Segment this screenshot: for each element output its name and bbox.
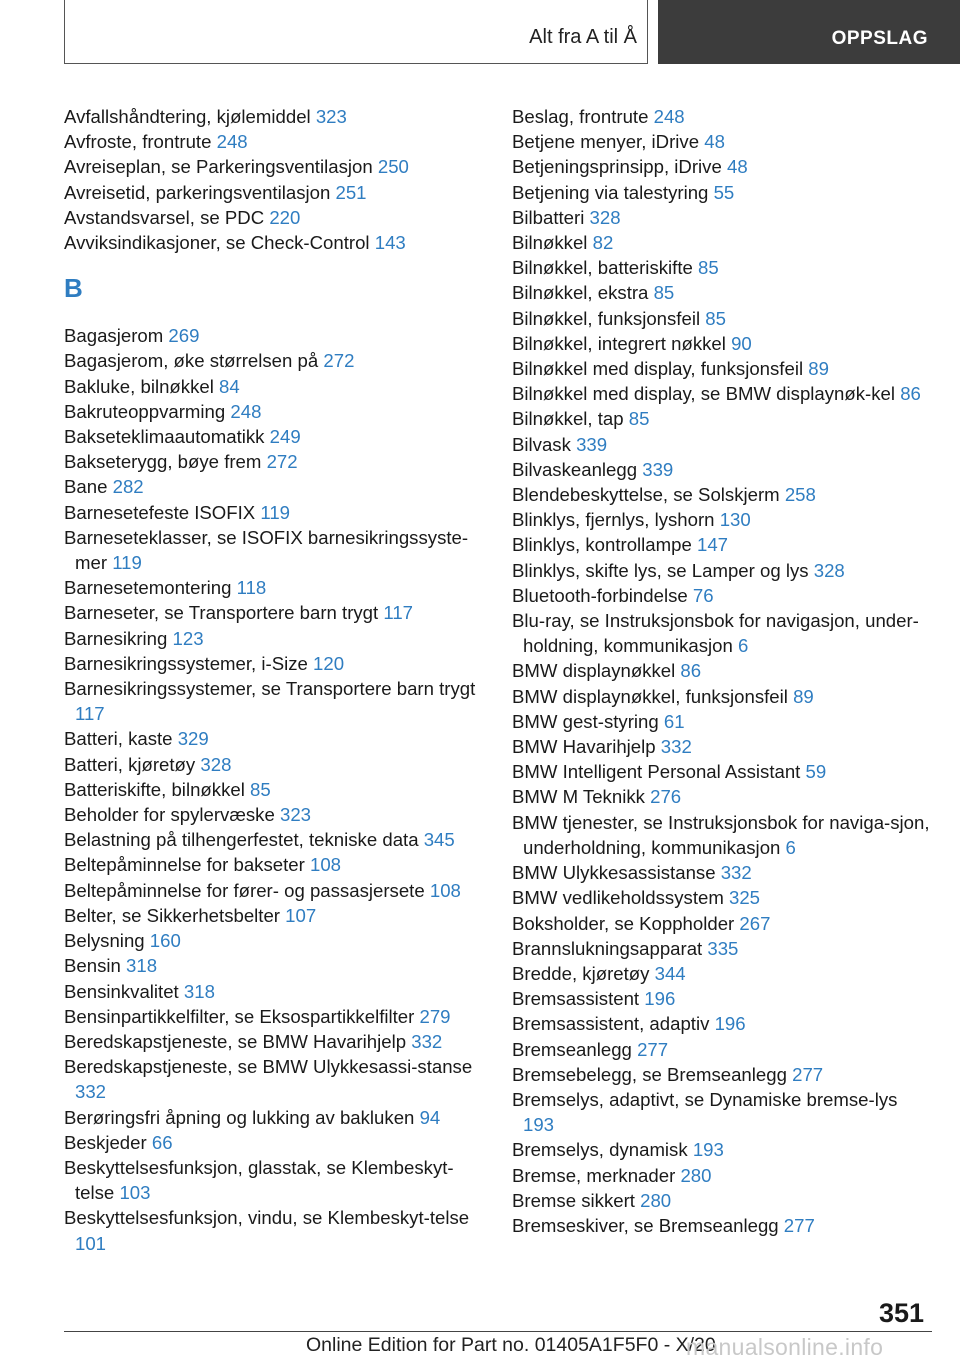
index-entry-text: Bilvaskeanlegg bbox=[512, 458, 638, 480]
index-entry bbox=[64, 474, 484, 499]
index-entry bbox=[64, 651, 484, 676]
index-page-link[interactable]: 117 bbox=[383, 602, 414, 624]
index-entry bbox=[512, 759, 932, 784]
index-entry bbox=[512, 432, 932, 457]
index-page-link[interactable]: 76 bbox=[692, 584, 714, 606]
index-entry bbox=[512, 104, 932, 129]
watermark-logo: manualsonline.info bbox=[686, 1334, 884, 1360]
index-entry bbox=[64, 1105, 484, 1130]
index-entry-text: Bilnøkkel, ekstra bbox=[512, 282, 649, 304]
index-page-link[interactable]: 220 bbox=[269, 206, 301, 228]
index-entry-text: Beskyttelsesfunksjon, vindu, se Klembeskyt‐telse bbox=[64, 1207, 470, 1229]
index-entry bbox=[512, 1213, 932, 1238]
index-entry bbox=[512, 684, 932, 709]
index-page-link[interactable]: 89 bbox=[793, 685, 814, 707]
index-entry-text: Betjene menyer, iDrive bbox=[512, 131, 700, 153]
index-page-link[interactable]: 280 bbox=[640, 1189, 672, 1211]
index-entry-text: Batteri, kaste bbox=[64, 728, 173, 750]
index-page-link[interactable]: 108 bbox=[310, 854, 342, 876]
index-page-link[interactable]: 119 bbox=[112, 552, 142, 574]
index-page-link[interactable]: 339 bbox=[576, 433, 608, 455]
index-entry bbox=[64, 676, 484, 726]
index-entry bbox=[64, 424, 484, 449]
index-entry bbox=[512, 205, 932, 230]
index-entry bbox=[512, 734, 932, 759]
index-entry-text: Bilbatteri bbox=[512, 206, 585, 228]
index-entry-text: Bremse sikkert bbox=[512, 1189, 635, 1211]
index-entry bbox=[64, 600, 484, 625]
index-entry bbox=[64, 575, 484, 600]
index-page-link[interactable]: 272 bbox=[323, 350, 355, 372]
index-page-link[interactable]: 258 bbox=[784, 484, 816, 506]
index-entry-text: BMW Havarihjelp bbox=[512, 736, 656, 758]
index-entry bbox=[64, 323, 484, 348]
index-page-link[interactable]: 323 bbox=[315, 106, 347, 127]
index-entry bbox=[512, 709, 932, 734]
index-entry-text: Betjening via talestyring bbox=[512, 181, 709, 203]
index-entry-text: Bilnøkkel med display, funksjonsfeil bbox=[512, 358, 804, 380]
index-page-link[interactable]: 103 bbox=[119, 1182, 151, 1204]
index-entry bbox=[512, 1188, 932, 1213]
index-entry-text: Bremselys, dynamisk bbox=[512, 1139, 688, 1161]
index-page-link[interactable]: 108 bbox=[429, 879, 461, 901]
index-page-link[interactable]: 85 bbox=[705, 307, 726, 329]
index-entry bbox=[512, 180, 932, 205]
footer-edition: Online Edition for Part no. 01405A1F5F0 - X/20 bbox=[306, 1334, 716, 1356]
index-entry bbox=[64, 1004, 484, 1029]
index-entry bbox=[512, 1062, 932, 1087]
index-page-link[interactable]: 339 bbox=[642, 458, 674, 480]
index-page-link[interactable]: 248 bbox=[216, 131, 248, 153]
index-entry-text: BMW M Teknikk bbox=[512, 786, 645, 808]
index-entry-text: Bilvask bbox=[512, 433, 571, 455]
index-entry bbox=[64, 903, 484, 928]
index-page-link[interactable]: 251 bbox=[335, 181, 367, 203]
index-page-link[interactable]: 329 bbox=[177, 728, 209, 750]
index-page-link[interactable]: 318 bbox=[126, 955, 158, 977]
index-entry-text: Bremseanlegg bbox=[512, 1038, 632, 1060]
index-page-link[interactable]: 117 bbox=[75, 703, 105, 725]
index-entry bbox=[512, 280, 932, 305]
index-entry-text: Bakluke, bilnøkkel bbox=[64, 375, 214, 397]
index-entry-text: Beltepåminnelse for fører- og passasjersete bbox=[64, 879, 425, 901]
index-page-link[interactable]: 147 bbox=[696, 534, 729, 556]
index-page-link[interactable]: 267 bbox=[739, 912, 771, 934]
index-entry bbox=[64, 230, 484, 255]
index-entry-text: Belter, se Sikkerhetsbelter bbox=[64, 904, 280, 926]
index-page-link[interactable]: 248 bbox=[653, 106, 685, 127]
index-entry-text: Bremseskiver, se Bremseanlegg bbox=[512, 1214, 779, 1236]
index-page-link[interactable]: 193 bbox=[523, 1114, 555, 1136]
index-page-link[interactable]: 89 bbox=[808, 358, 829, 380]
index-entry-text: Batteri, kjøretøy bbox=[64, 753, 196, 775]
index-page-link[interactable]: 55 bbox=[713, 181, 735, 203]
index-entry-text: Barneseteklasser, se ISOFIX barnesikringssyste‐mer bbox=[64, 526, 469, 574]
index-page-link[interactable]: 269 bbox=[168, 325, 200, 347]
index-entry-text: Barnesetefeste ISOFIX bbox=[64, 501, 256, 523]
index-entry-text: Barnesikringssystemer, se Transportere barn trygt bbox=[64, 678, 476, 700]
index-page-link[interactable]: 118 bbox=[236, 577, 267, 599]
index-entry-text: Beslag, frontrute bbox=[512, 106, 649, 127]
index-page-link[interactable]: 344 bbox=[654, 962, 686, 984]
index-page-link[interactable]: 277 bbox=[637, 1038, 669, 1060]
index-entry bbox=[64, 928, 484, 953]
header-chapter-tab bbox=[658, 0, 960, 64]
index-entry-text: Bremsassistent bbox=[512, 988, 640, 1010]
index-entry-text: Bakruteoppvarming bbox=[64, 400, 226, 422]
index-entry-text: Belysning bbox=[64, 930, 145, 952]
index-page-link[interactable]: 119 bbox=[260, 501, 291, 523]
index-page-link[interactable]: 196 bbox=[714, 1013, 746, 1035]
index-page-link[interactable]: 107 bbox=[285, 904, 317, 926]
index-page-link[interactable]: 160 bbox=[149, 930, 181, 952]
index-page-link[interactable]: 101 bbox=[75, 1232, 107, 1254]
index-entry bbox=[512, 331, 932, 356]
index-page-link[interactable]: 6 bbox=[785, 836, 796, 858]
index-entry-text: Beltepåminnelse for bakseter bbox=[64, 854, 305, 876]
index-entry bbox=[512, 810, 932, 860]
index-entry-text: BMW gest-styring bbox=[512, 710, 659, 732]
index-entry bbox=[64, 1155, 484, 1205]
index-column-right bbox=[512, 104, 932, 1238]
index-entry bbox=[512, 381, 932, 406]
index-entry bbox=[512, 608, 932, 658]
index-entry bbox=[64, 852, 484, 877]
index-page-link[interactable]: 335 bbox=[707, 937, 739, 959]
index-page-link[interactable]: 85 bbox=[250, 778, 271, 800]
index-entry-text: Barnesikring bbox=[64, 627, 168, 649]
index-entry bbox=[64, 626, 484, 651]
index-page-link[interactable]: 328 bbox=[200, 753, 232, 775]
index-entry bbox=[512, 558, 932, 583]
index-entry-text: Bensinpartikkelfilter, se Eksospartikkelfilter bbox=[64, 1005, 415, 1027]
index-page-link[interactable]: 85 bbox=[653, 282, 675, 304]
index-entry bbox=[64, 878, 484, 903]
index-entry-text: Blinklys, skifte lys, se Lamper og lys bbox=[512, 559, 809, 581]
index-entry bbox=[512, 658, 932, 683]
index-entry bbox=[512, 1037, 932, 1062]
footer-divider bbox=[64, 1331, 932, 1332]
index-page-link[interactable]: 59 bbox=[805, 761, 827, 783]
index-entry bbox=[512, 911, 932, 936]
index-entry-text: Bilnøkkel, integrert nøkkel bbox=[512, 332, 726, 354]
index-entry bbox=[512, 986, 932, 1011]
index-entry-text: Barnesikringssystemer, i-Size bbox=[64, 652, 308, 674]
index-entry bbox=[64, 525, 484, 575]
index-page-link[interactable]: 143 bbox=[374, 232, 406, 254]
index-page-link[interactable]: 328 bbox=[813, 559, 845, 581]
index-entry-text: Brannslukningsapparat bbox=[512, 937, 703, 959]
index-entry-text: Avreiseplan, se Parkeringsventilasjon bbox=[64, 156, 373, 178]
index-page-link[interactable]: 61 bbox=[663, 710, 685, 732]
index-page-link[interactable]: 323 bbox=[280, 804, 312, 826]
index-entry-text: Bilnøkkel med display, se BMW displaynøk‐kel bbox=[512, 383, 896, 405]
index-entry bbox=[64, 374, 484, 399]
index-entry-text: Bilnøkkel bbox=[512, 232, 588, 254]
index-page-link[interactable]: 86 bbox=[900, 383, 921, 405]
index-entry-text: Bagasjerom, øke størrelsen på bbox=[64, 350, 319, 372]
index-entry bbox=[64, 953, 484, 978]
index-entry-text: Boksholder, se Koppholder bbox=[512, 912, 735, 934]
index-entry-text: BMW displaynøkkel, funksjonsfeil bbox=[512, 685, 788, 707]
index-entry-text: Betjeningsprinsipp, iDrive bbox=[512, 156, 722, 178]
index-entry-text: Bakseterygg, bøye frem bbox=[64, 451, 262, 473]
index-entry-text: Bredde, kjøretøy bbox=[512, 962, 650, 984]
index-entry-text: Bensin bbox=[64, 955, 121, 977]
index-page-link[interactable]: 332 bbox=[660, 736, 692, 758]
index-entry-text: BMW vedlikeholdssystem bbox=[512, 887, 724, 909]
index-entry-text: Avreisetid, parkeringsventilasjon bbox=[64, 181, 331, 203]
index-entry-text: Blinklys, kontrollampe bbox=[512, 534, 692, 556]
index-entry-text: Bremsassistent, adaptiv bbox=[512, 1013, 710, 1035]
index-page-link[interactable]: 280 bbox=[680, 1164, 712, 1186]
index-page-link[interactable]: 85 bbox=[698, 257, 719, 279]
index-entry-text: Berøringsfri åpning og lukking av bakluken bbox=[64, 1106, 415, 1128]
index-entry bbox=[512, 936, 932, 961]
index-entry-text: Beredskapstjeneste, se BMW Havarihjelp bbox=[64, 1030, 407, 1052]
index-page-link[interactable]: 249 bbox=[269, 426, 301, 448]
index-page-link[interactable]: 332 bbox=[720, 862, 752, 884]
index-entry-text: Barnesetemontering bbox=[64, 577, 232, 599]
index-entry bbox=[64, 180, 484, 205]
index-entry-text: Bremselys, adaptivt, se Dynamiske bremse‐lys bbox=[512, 1088, 898, 1110]
index-page-link[interactable]: 332 bbox=[75, 1081, 107, 1103]
index-entry bbox=[64, 777, 484, 802]
index-page-link[interactable]: 82 bbox=[592, 232, 614, 254]
index-page-link[interactable]: 332 bbox=[411, 1030, 443, 1052]
index-entry bbox=[512, 154, 932, 179]
index-entry bbox=[512, 532, 932, 557]
index-page-link[interactable]: 325 bbox=[729, 887, 761, 909]
index-entry-text: Bremse, merknader bbox=[512, 1164, 676, 1186]
index-entry-text: Batteriskifte, bilnøkkel bbox=[64, 778, 245, 800]
index-entry bbox=[64, 827, 484, 852]
index-page-link[interactable]: 328 bbox=[589, 206, 621, 228]
chapter-title: OPPSLAG bbox=[831, 28, 928, 49]
index-entry bbox=[64, 726, 484, 751]
index-entry-text: Bilnøkkel, batteriskifte bbox=[512, 257, 693, 279]
index-page-link[interactable]: 85 bbox=[628, 408, 650, 430]
index-entry bbox=[512, 1087, 932, 1137]
index-page-link[interactable]: 193 bbox=[692, 1139, 724, 1161]
index-entry bbox=[64, 752, 484, 777]
index-page-link[interactable]: 272 bbox=[266, 451, 298, 473]
section-title: Alt fra A til Å bbox=[529, 26, 637, 48]
index-page-link[interactable]: 277 bbox=[783, 1214, 815, 1236]
index-entry-text: Bakseteklimaautomatikk bbox=[64, 426, 265, 448]
index-entry-text: Avstandsvarsel, se PDC bbox=[64, 206, 265, 228]
index-entry bbox=[512, 961, 932, 986]
index-entry-text: Bane bbox=[64, 476, 108, 498]
index-page-link[interactable]: 282 bbox=[112, 476, 144, 498]
index-entry-text: BMW Intelligent Personal Assistant bbox=[512, 761, 801, 783]
index-entry bbox=[64, 129, 484, 154]
index-entry bbox=[64, 500, 484, 525]
index-page-link[interactable]: 276 bbox=[650, 786, 682, 808]
index-entry bbox=[512, 860, 932, 885]
index-page-link[interactable]: 318 bbox=[183, 980, 215, 1002]
index-entry-text: Beskjeder bbox=[64, 1131, 147, 1153]
index-entry-text: Avviksindikasjoner, se Check-Control bbox=[64, 232, 370, 254]
index-entry-text: Beskyttelsesfunksjon, glasstak, se Klembeskyt‐telse bbox=[64, 1156, 454, 1204]
index-page-link[interactable]: 90 bbox=[731, 332, 752, 354]
index-entry bbox=[64, 1130, 484, 1155]
index-entry bbox=[512, 583, 932, 608]
index-page-link[interactable]: 345 bbox=[423, 829, 455, 851]
index-entry bbox=[512, 885, 932, 910]
index-entry-text: BMW Ulykkesassistanse bbox=[512, 862, 716, 884]
index-entry-text: Bensinkvalitet bbox=[64, 980, 179, 1002]
index-entry bbox=[64, 1054, 484, 1104]
index-page-link[interactable]: 84 bbox=[219, 375, 240, 397]
page-number: 351 bbox=[878, 1298, 924, 1328]
index-entry bbox=[512, 1011, 932, 1036]
index-entry bbox=[512, 230, 932, 255]
index-page-link[interactable]: 66 bbox=[151, 1131, 173, 1153]
index-entry-text: Bilnøkkel, funksjonsfeil bbox=[512, 307, 701, 329]
index-entry-text: Blu-ray, se Instruksjonsbok for navigasjon, under‐holdning, kommunikasjon bbox=[512, 610, 919, 657]
index-entry-text: Avfroste, frontrute bbox=[64, 131, 212, 153]
index-entry-text: Blinklys, fjernlys, lyshorn bbox=[512, 509, 715, 531]
index-page-link[interactable]: 196 bbox=[644, 988, 676, 1010]
index-column-left bbox=[64, 104, 484, 1256]
index-entry-text: Beholder for spylervæske bbox=[64, 804, 275, 826]
index-entry bbox=[512, 129, 932, 154]
index-page-link[interactable]: 250 bbox=[377, 156, 409, 178]
index-page-link[interactable]: 48 bbox=[704, 131, 725, 153]
index-entry bbox=[512, 1163, 932, 1188]
index-entry-text: Belastning på tilhengerfestet, tekniske data bbox=[64, 829, 419, 851]
index-page-link[interactable]: 48 bbox=[726, 156, 748, 178]
index-page-link[interactable]: 277 bbox=[792, 1063, 824, 1085]
index-entry bbox=[64, 399, 484, 424]
index-entry bbox=[512, 306, 932, 331]
index-entry-text: Bagasjerom bbox=[64, 325, 164, 347]
index-entry-text: Avfallshåndtering, kjølemiddel bbox=[64, 106, 311, 127]
index-entry-text: Bilnøkkel, tap bbox=[512, 408, 624, 430]
index-entry bbox=[64, 104, 484, 129]
index-page-link[interactable]: 123 bbox=[172, 627, 204, 649]
index-entry bbox=[64, 802, 484, 827]
index-entry bbox=[512, 784, 932, 809]
index-entry bbox=[512, 507, 932, 532]
index-entry bbox=[512, 482, 932, 507]
index-entry bbox=[512, 406, 932, 431]
index-entry bbox=[64, 1205, 484, 1255]
index-entry-text: Bremsebelegg, se Bremseanlegg bbox=[512, 1063, 787, 1085]
index-entry bbox=[64, 205, 484, 230]
index-entry bbox=[64, 348, 484, 373]
index-entry-text: BMW tjenester, se Instruksjonsbok for naviga‐sjon, underholdning, kommunikasjon bbox=[512, 811, 930, 858]
index-page-link[interactable]: 86 bbox=[680, 660, 702, 682]
index-page-link[interactable]: 248 bbox=[230, 400, 262, 422]
index-entry bbox=[64, 1029, 484, 1054]
index-page-link[interactable]: 279 bbox=[419, 1005, 451, 1027]
index-entry-text: Blendebeskyttelse, se Solskjerm bbox=[512, 484, 780, 506]
index-entry bbox=[512, 255, 932, 280]
index-entry-text: Bluetooth-forbindelse bbox=[512, 584, 688, 606]
index-entry bbox=[512, 1137, 932, 1162]
index-entry bbox=[64, 449, 484, 474]
index-entry-text: Barneseter, se Transportere barn trygt bbox=[64, 602, 379, 624]
index-entry bbox=[512, 356, 932, 381]
index-entry bbox=[64, 154, 484, 179]
index-page-link[interactable]: 130 bbox=[719, 509, 751, 531]
index-page-link[interactable]: 120 bbox=[313, 652, 345, 674]
index-entry bbox=[512, 457, 932, 482]
index-letter-heading: B bbox=[64, 273, 83, 304]
header-section-box bbox=[64, 0, 648, 64]
index-entry-text: Beredskapstjeneste, se BMW Ulykkesassi‐stanse bbox=[64, 1056, 473, 1078]
index-entry bbox=[64, 979, 484, 1004]
index-page-link[interactable]: 6 bbox=[738, 635, 749, 657]
index-entry-text: BMW displaynøkkel bbox=[512, 660, 676, 682]
index-page-link[interactable]: 94 bbox=[419, 1106, 441, 1128]
